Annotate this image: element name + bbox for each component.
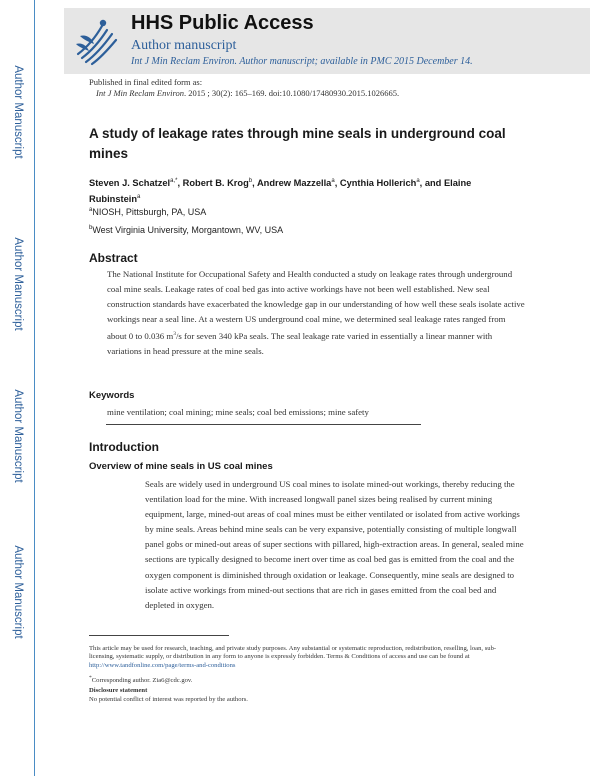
disclosure-text: No potential conflict of interest was reported by the authors. (89, 696, 248, 703)
header-title: HHS Public Access (131, 12, 314, 34)
disclosure-heading: Disclosure statement (89, 687, 148, 694)
affiliation (89, 225, 283, 235)
affiliation-sup: b (89, 225, 93, 231)
sidebar-label-author-manuscript: Author Manuscript (12, 389, 24, 483)
sidebar-divider (34, 0, 35, 776)
author-sup: a (137, 194, 141, 201)
introduction-heading: Introduction (89, 440, 159, 454)
hhs-header (64, 8, 590, 74)
author-sup: b (248, 178, 253, 184)
affiliation-sup: a (89, 207, 93, 213)
keywords-rule (106, 424, 421, 425)
author-name: Andrew Mazzella (256, 178, 332, 189)
author-name: Steven J. Schatzel (89, 178, 171, 189)
footnote-rule (89, 635, 229, 636)
corresponding-footnote (89, 674, 519, 686)
author-name: Elaine Rubinstein (89, 178, 472, 205)
sidebar-label-author-manuscript: Author Manuscript (12, 545, 24, 639)
keywords-list: mine ventilation; coal mining; mine seals; coal bed emissions; mine safety (107, 407, 369, 417)
author-name: Robert B. Krog (182, 178, 249, 189)
abstract-text-1: The National Institute for Occupational Safety and Health conducted a study on leakage rates through underground coal mine seals. Leakage rates of coal bed gas into active workings have not been well established. New seal construction standards have exacerbated the knowledge gap in our understanding of how well these seals isolate active workings near a seal line. At a western US underground coal mine, we determined seal leakage rates ranged from about 0 to 0.036 m (107, 269, 525, 341)
header-journal: Int J Min Reclam Environ (131, 56, 235, 67)
abstract-body (107, 267, 527, 359)
article-title: A study of leakage rates through mine seals in underground coal mines (89, 126, 506, 161)
publication-journal: Int J Min Reclam Environ (96, 88, 184, 98)
author-list: Steven J. Schatzel$^{a,*}$, Robert B. Krog$^b$, Andrew Mazzella$^a$, Cynthia Hollerich$^a$, and Elaine Rubinstein$^a$ (89, 178, 472, 205)
terms-link[interactable]: http://www.tandfonline.com/page/terms-and-conditions (89, 661, 236, 669)
affiliation-text: NIOSH, Pittsburgh, PA, USA (92, 207, 207, 217)
header-availability-text: . Author manuscript; available in PMC 2015 December 14. (234, 56, 473, 67)
hhs-eagle-logo-icon (72, 14, 122, 68)
introduction-body: Seals are widely used in underground US coal mines to isolate mined-out workings, thereby reducing the ventilation load for the mine. With increased longwall panel sizes being realised by current mining equipment, large, mined-out areas of coal mines must be either ventilated or isolated from active workings by mine seals. Areas behind mine seals can be very expansive, potentially consisting of multiple longwall panel gobs or mined-out areas of super sections with pillared, high-extraction areas. In general, sealed mine sections are typically designed to become inert over time as coal bed gas is emitted from the coal and the oxygen component is diminished through oxidation or leakage. Consequently, mine seals are designed to isolate active workings from mined-out sections that are rich in gases emitted from the coal bed and depleted in oxygen. (145, 479, 524, 610)
author-sup: a,* (170, 178, 178, 184)
keywords-heading: Keywords (89, 390, 135, 401)
sidebar (0, 0, 36, 776)
rights-text: This article may be used for research, teaching, and private study purposes. Any substantial or systematic reproduction, redistribution, reselling, loan, sub-licensing, systematic supply, or distribution in any form to anyone is expressly forbidden. Terms & Conditions of access and use can be found at (89, 645, 497, 661)
abstract-heading: Abstract (89, 251, 138, 265)
author-name: Cynthia Hollerich (339, 178, 417, 189)
author-sup: a (331, 178, 335, 184)
corresponding-mark: * (89, 675, 92, 681)
header-availability (131, 56, 473, 67)
published-label: Published in final edited form as: (89, 77, 203, 87)
corresponding-text: Corresponding author. Zia6@cdc.gov. (91, 677, 193, 685)
affiliation (89, 207, 206, 217)
rights-footnote (89, 645, 519, 670)
publication-reference (96, 88, 399, 98)
author-sup: a (416, 178, 420, 184)
abstract-text-2: /s for seven 340 kPa seals. The seal leakage rate varied in essentially a linear manner with variations in head pressure at the mine seals. (107, 330, 493, 356)
affiliation-text: West Virginia University, Morgantown, WV, USA (92, 225, 284, 235)
header-subtitle: Author manuscript (131, 38, 237, 53)
sidebar-label-author-manuscript: Author Manuscript (12, 237, 24, 331)
abstract-unit-sup: 3 (173, 331, 176, 337)
publication-ref-text: . 2015 ; 30(2): 165–169. doi:10.1080/17480930.2015.1026665. (183, 88, 400, 98)
sidebar-label-author-manuscript: Author Manuscript (12, 65, 24, 159)
introduction-subheading: Overview of mine seals in US coal mines (89, 461, 273, 472)
